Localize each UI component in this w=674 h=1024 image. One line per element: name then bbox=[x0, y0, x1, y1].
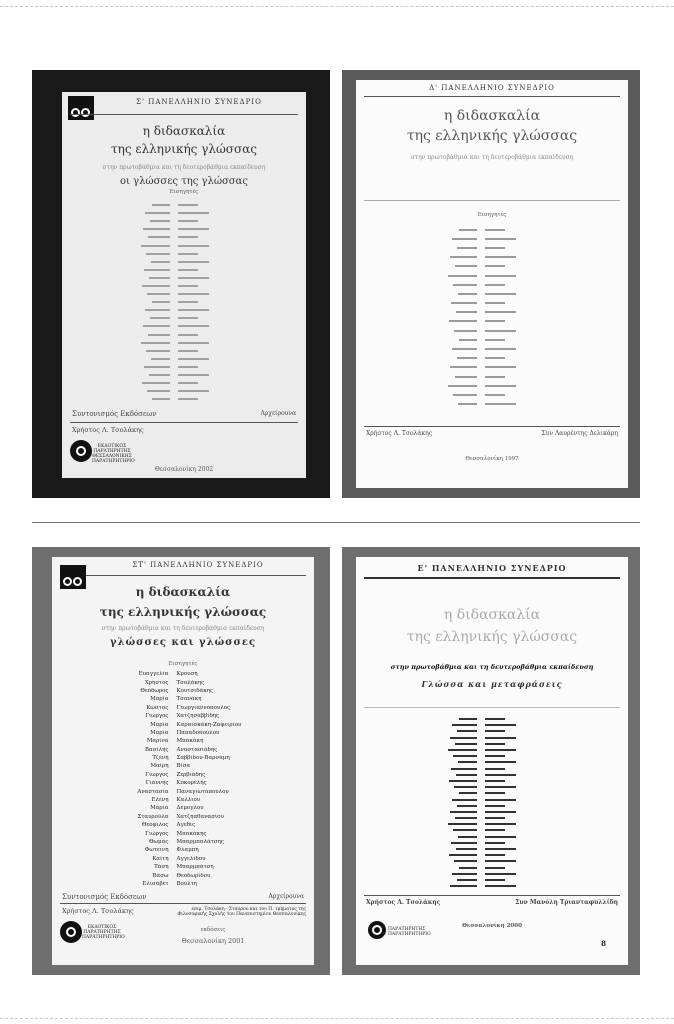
conference-header: Δ' ΠΑΝΕΛΛΗΝΙΟ ΣΥΝΕΔΡΙΟ bbox=[429, 84, 555, 92]
speaker-last-name: Μπαρμπάτση bbox=[176, 864, 214, 871]
speaker-last-name: Τσολάκης bbox=[176, 679, 205, 686]
speaker-list-placeholder bbox=[356, 224, 628, 408]
name-bar bbox=[62, 389, 174, 408]
speaker-row bbox=[52, 771, 314, 779]
poster-theme: Γλώσσα και μεταφράσεις bbox=[421, 679, 563, 689]
speaker-last-name: Βίσα bbox=[176, 763, 191, 770]
speaker-last-name: Αναστασιάδης bbox=[176, 746, 218, 753]
speaker-first-name: Μαρία bbox=[150, 729, 169, 736]
speaker-last-name: Σαββίδου-Βαρσάμη bbox=[176, 755, 230, 762]
speaker-last-name: Καλλιου bbox=[176, 797, 201, 804]
section-separator bbox=[32, 522, 640, 523]
speaker-last-name: Θεοδωρίδου bbox=[176, 872, 211, 879]
poster-1 bbox=[62, 92, 306, 478]
poster-subtitle: στην πρωτοβάθμια και τη δευτεροβάθμια εκπαίδευση bbox=[101, 625, 265, 632]
name-bar bbox=[481, 876, 628, 895]
name-bar bbox=[356, 394, 481, 413]
speaker-first-name: Ελισάβετ bbox=[142, 880, 169, 887]
speaker-row bbox=[52, 704, 314, 712]
speaker-row bbox=[52, 712, 314, 720]
speaker-last-name: Ζερβιάδης bbox=[176, 771, 206, 778]
speaker-row bbox=[52, 787, 314, 795]
poster-4 bbox=[356, 557, 628, 965]
speaker-row bbox=[52, 737, 314, 745]
speaker-row bbox=[52, 863, 314, 871]
speaker-last-name: Γεωργιαννόπουλος bbox=[176, 704, 231, 711]
conference-header: ΣΤ' ΠΑΝΕΛΛΗΝΙΟ ΣΥΝΕΔΡΙΟ bbox=[132, 561, 264, 569]
speaker-last-name: Βούλτη bbox=[176, 880, 198, 887]
bottom-rule bbox=[70, 422, 298, 423]
logo-ring-icon bbox=[81, 108, 90, 117]
bottom-dashed-border bbox=[0, 1018, 674, 1019]
editor-right: Συν Μανόλη Τριανταφυλλίδη bbox=[515, 899, 618, 906]
poster-3 bbox=[52, 557, 314, 965]
bottom-rule bbox=[364, 426, 620, 427]
speaker-last-name: Τσανάκη bbox=[176, 696, 202, 703]
bottom-rule bbox=[60, 903, 306, 904]
speaker-first-name: Μαρίνα bbox=[146, 738, 169, 745]
speaker-last-name: Κρουσή bbox=[176, 671, 198, 678]
speaker-first-name: Μαρία bbox=[150, 805, 169, 812]
publication-year: Θεσσαλονίκη 1997 bbox=[465, 456, 519, 462]
speaker-first-name: Θεόδωρος bbox=[140, 687, 169, 694]
speaker-first-name: Γιώργος bbox=[145, 830, 169, 837]
speaker-list bbox=[52, 670, 314, 888]
speaker-first-name: Ευαγγελία bbox=[138, 671, 169, 678]
speaker-row bbox=[52, 846, 314, 854]
publisher-name: ΠΑΡΑΤΗΡΗΤΗΣ ΠΑΡΑΤΗΡΗΤΗΡΙΟ bbox=[388, 927, 431, 937]
speaker-last-name: Αγγελίδου bbox=[176, 855, 206, 862]
speaker-last-name: Κοκορέλης bbox=[176, 780, 207, 787]
speaker-first-name: Θεόφιλος bbox=[141, 822, 169, 829]
speaker-last-name: Χατζηαθανασίου bbox=[176, 813, 224, 820]
name-bar bbox=[356, 876, 481, 895]
speaker-row bbox=[52, 871, 314, 879]
publisher-city-label: εκδόσεις bbox=[200, 927, 226, 933]
poster-subtitle: στην πρωτοβάθμια και τη δευτεροβάθμια εκπαίδευση bbox=[410, 154, 574, 161]
poster-theme: γλώσσες και γλώσσες bbox=[109, 637, 257, 648]
publisher-name: ΕΚΔΟΤΙΚΟΣ ΠΑΡΑΤΗΡΗΤΗΣ ΘΕΣΣΑΛΟΝΙΚΗΣ ΠΑΡΑΤΗΡΗΤΗΡΙΟ bbox=[92, 444, 135, 464]
editor-note: επιμ. Τσολάκη - Σταύρου και του Π. τμήματος της Φιλοσοφικής Σχολής του Πανεπιστημίου Θεσσαλονίκης bbox=[177, 907, 306, 917]
publisher-logo-icon bbox=[76, 446, 86, 456]
speakers-label: Εισηγητές bbox=[169, 189, 199, 195]
editor-name: Χρήστος Λ. Τσολάκης bbox=[366, 899, 441, 906]
speaker-last-name: Αγεδίς bbox=[176, 822, 196, 829]
speaker-first-name: Μαρία bbox=[150, 721, 169, 728]
speaker-row bbox=[52, 754, 314, 762]
speaker-first-name: Σταυρούλα bbox=[137, 813, 169, 820]
poster-title-line1: η διδασκαλία bbox=[443, 607, 541, 623]
poster-title-line1: η διδασκαλία bbox=[135, 585, 231, 599]
speaker-last-name: Φλαμπή bbox=[176, 847, 199, 854]
publisher-logo bbox=[368, 921, 386, 939]
speaker-first-name: Φωτεινή bbox=[144, 847, 169, 854]
publication-year: Θεσσαλονίκη 2002 bbox=[154, 466, 214, 473]
speaker-row bbox=[52, 670, 314, 678]
name-bar bbox=[481, 394, 628, 413]
speaker-row bbox=[52, 678, 314, 686]
speaker-row bbox=[52, 821, 314, 829]
speaker-row bbox=[52, 779, 314, 787]
speaker-first-name: Τζένη bbox=[152, 755, 169, 762]
poster-title-line2: της ελληνικής γλώσσας bbox=[99, 605, 267, 619]
speaker-row bbox=[52, 695, 314, 703]
speaker-first-name: Μαρία bbox=[150, 696, 169, 703]
speaker-row bbox=[52, 746, 314, 754]
conference-header: Σ' ΠΑΝΕΛΛΗΝΙΟ ΣΥΝΕΔΡΙΟ bbox=[136, 98, 262, 106]
editor-name: Χρήστος Λ. Τσολάκης bbox=[62, 907, 134, 915]
publisher-logo-icon bbox=[66, 927, 76, 937]
poster-title-line2: της ελληνικής γλώσσας bbox=[406, 128, 578, 144]
speaker-row bbox=[52, 796, 314, 804]
speaker-row bbox=[52, 729, 314, 737]
speaker-list-placeholder bbox=[356, 715, 628, 888]
speaker-first-name: Αναστασία bbox=[137, 788, 169, 795]
speaker-first-name: Γιώργος bbox=[145, 713, 169, 720]
poster-2 bbox=[356, 80, 628, 488]
speaker-row-placeholder bbox=[62, 394, 306, 402]
poster-theme: οι γλώσσες της γλώσσας bbox=[120, 176, 248, 187]
speakers-label: Εισηγητές bbox=[168, 661, 198, 667]
speaker-last-name: Παναγιωτοπούλου bbox=[176, 788, 229, 795]
bottom-left-label: Συντονισμός Εκδόσεων bbox=[72, 410, 157, 418]
poster-title-line2: της ελληνικής γλώσσας bbox=[111, 142, 257, 156]
bottom-left-label: Συντονισμός Εκδόσεων bbox=[62, 893, 147, 901]
poster-frame-2 bbox=[342, 70, 640, 498]
speaker-row bbox=[52, 804, 314, 812]
header-rule bbox=[70, 114, 298, 115]
bottom-rule bbox=[364, 895, 620, 896]
speaker-last-name: Μπαρμπαλάτσης bbox=[176, 839, 224, 845]
speaker-last-name: Καραϊσκάκη-Ζαφειρίου bbox=[176, 721, 242, 728]
logo-ring-icon bbox=[71, 108, 80, 117]
poster-title-line1: η διδασκαλία bbox=[443, 108, 541, 124]
speaker-last-name: Κουτσιδάκης bbox=[176, 687, 214, 694]
speaker-first-name: Θωμάς bbox=[149, 839, 169, 845]
speaker-last-name: Μπακάκη bbox=[176, 738, 204, 745]
speaker-row bbox=[52, 687, 314, 695]
speaker-row bbox=[52, 880, 314, 888]
bottom-right-label: Αρχείρουνα bbox=[268, 893, 304, 900]
header-rule bbox=[86, 575, 306, 576]
publisher-logo bbox=[70, 440, 92, 462]
header-rule bbox=[364, 96, 620, 97]
divider-rule bbox=[364, 200, 620, 201]
poster-subtitle: στην πρωτοβάθμια και τη δευτεροβάθμια εκπαίδευση bbox=[390, 663, 594, 671]
speaker-last-name: Χατζησαββίδης bbox=[176, 713, 220, 720]
speaker-first-name: Ελένη bbox=[151, 797, 169, 804]
speaker-last-name: Δέμογλου bbox=[176, 805, 204, 812]
speaker-row bbox=[52, 720, 314, 728]
speaker-row-placeholder bbox=[356, 399, 628, 408]
poster-frame-3 bbox=[32, 547, 330, 975]
bottom-right-label: Αρχείρουνα bbox=[260, 410, 296, 417]
speaker-first-name: Καίτη bbox=[152, 855, 169, 862]
speaker-first-name: Βάσω bbox=[152, 872, 169, 879]
speaker-first-name: Κώστας bbox=[146, 704, 169, 711]
speaker-row bbox=[52, 838, 314, 846]
poster-title-line1: η διδασκαλία bbox=[142, 124, 226, 138]
publication-year: Θεσσαλονίκη 2000 bbox=[462, 923, 522, 929]
speaker-first-name: Τάση bbox=[154, 864, 169, 871]
poster-frame-4 bbox=[342, 547, 640, 975]
speaker-first-name: Βασίλης bbox=[144, 746, 169, 753]
top-dashed-border bbox=[0, 6, 674, 7]
speaker-last-name: Μπακάκης bbox=[176, 830, 207, 837]
speaker-row bbox=[52, 855, 314, 863]
speaker-first-name: Χρήστος bbox=[144, 679, 169, 686]
speaker-row-placeholder bbox=[356, 882, 628, 888]
publication-year: Θεσσαλονίκη 2001 bbox=[181, 937, 245, 945]
page-mark: 8 bbox=[601, 939, 606, 948]
editor-name: Χρήστος Λ. Τσολάκης bbox=[366, 430, 433, 437]
name-bar bbox=[174, 389, 306, 408]
speaker-row bbox=[52, 829, 314, 837]
conference-logo bbox=[68, 96, 94, 120]
publisher-logo bbox=[60, 921, 82, 943]
header-rule bbox=[364, 577, 620, 579]
poster-subtitle: στην πρωτοβάθμια και τη δευτεροβάθμια εκπαίδευση bbox=[102, 164, 266, 171]
speakers-label: Εισηγητές bbox=[477, 212, 507, 218]
editor-right: Συν Λαυρέντης Δελικάρη bbox=[541, 430, 618, 437]
poster-frame-1 bbox=[32, 70, 330, 498]
editor-name: Χρήστος Λ. Τσολάκης bbox=[72, 426, 144, 434]
publisher-logo-icon bbox=[372, 925, 382, 935]
speaker-first-name: Γιάννης bbox=[145, 780, 169, 787]
speaker-first-name: Μαίρη bbox=[150, 763, 169, 770]
poster-title-line2: της ελληνικής γλώσσας bbox=[406, 629, 578, 645]
conference-header: Ε' ΠΑΝΕΛΛΗΝΙΟ ΣΥΝΕΔΡΙΟ bbox=[417, 563, 567, 573]
speaker-row bbox=[52, 813, 314, 821]
publisher-name: ΕΚΔΟΤΙΚΟΣ ΠΑΡΑΤΗΡΗΤΗΣ ΠΑΡΑΤΗΡΗΤΗΡΙΟ bbox=[82, 925, 125, 940]
speaker-row bbox=[52, 762, 314, 770]
speaker-last-name: Παπαδοπούλου bbox=[176, 729, 220, 736]
speaker-first-name: Γιώργος bbox=[145, 771, 169, 778]
speaker-list-placeholder bbox=[62, 200, 306, 402]
